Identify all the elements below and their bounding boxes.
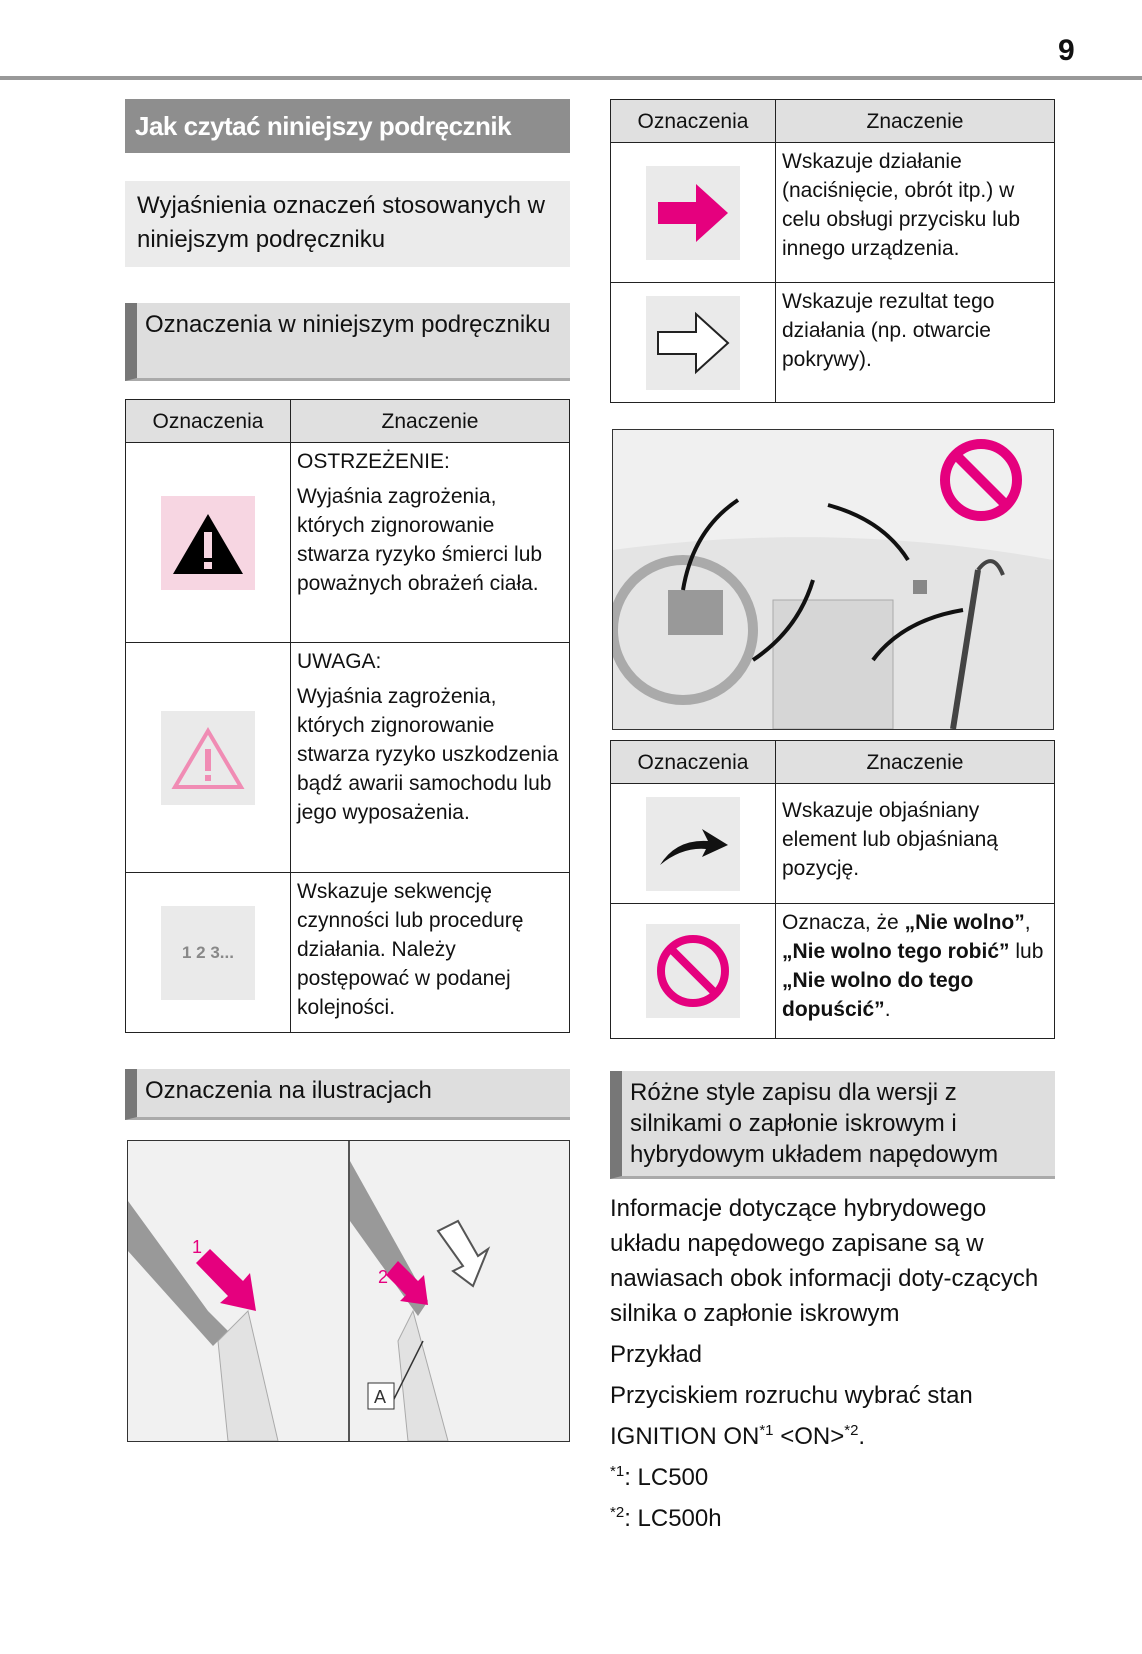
header-meaning: Znaczenie [776, 100, 1055, 143]
section-heading-illustrations: Oznaczenia na ilustracjach [125, 1069, 570, 1120]
caution-text: Wyjaśnia zagrożenia, których zignorowanie stwarza ryzyko uszkodzenia bądź awarii samochodu lub jego wyposażenia. [297, 685, 559, 824]
caution-triangle-icon [161, 711, 255, 805]
variants-body [610, 1191, 1050, 1536]
pointer-arrow-icon [646, 797, 740, 891]
step-1-label: 1 [192, 1237, 203, 1257]
seatbelt-illustration [127, 1140, 570, 1442]
page-title: Jak czytać niniejszy podręcznik [125, 99, 570, 153]
action-arrow-text: Wskazuje działanie (naciśnięcie, obrót itp.) w celu obsługi przycisku lub innego urządzenia. [776, 143, 1055, 283]
page-number: 9 [1058, 34, 1075, 67]
header-symbols: Oznaczenia [611, 100, 776, 143]
sequence-icon: 1 2 3... [161, 906, 255, 1000]
prohibited-icon [646, 924, 740, 1018]
action-arrow-icon [646, 166, 740, 260]
symbols-table [125, 399, 570, 1033]
table-row [126, 873, 570, 1033]
footnote-2: $^{*2}$: LC500h [610, 1504, 722, 1532]
example-label: Przykład [610, 1341, 703, 1368]
table-header [126, 400, 570, 443]
prohibited-text: Oznacza, że „Nie wolno”, „Nie wolno tego robić” lub „Nie wolno do tego dopuścić”. [776, 904, 1055, 1039]
warning-heading: OSTRZEŻENIE: [297, 450, 450, 473]
subtitle: Wyjaśnienia oznaczeń stosowanych w niniejszym podręczniku [125, 181, 570, 267]
section-heading-symbols: Oznaczenia w niniejszym podręczniku [125, 303, 570, 381]
header-symbols: Oznaczenia [126, 400, 291, 443]
header-meaning: Znaczenie [776, 741, 1055, 784]
example-text: Przyciskiem rozruchu wybrać stan IGNITION $ON^{*1} <ON>^{*2}$. [610, 1382, 973, 1450]
warning-triangle-icon [161, 496, 255, 590]
dashboard-illustration [612, 429, 1054, 730]
table-row [611, 784, 1055, 904]
callout-a-label: A [374, 1387, 387, 1407]
header-symbols: Oznaczenia [611, 741, 776, 784]
result-arrow-text: Wskazuje rezultat tego działania (np. otwarcie pokrywy). [776, 283, 1055, 403]
header-rule [0, 76, 1142, 80]
sequence-text: Wskazuje sekwencję czynności lub procedurę działania. Należy postępować w podanej kolejności. [297, 880, 524, 1019]
left-column [125, 99, 570, 1442]
warning-text: Wyjaśnia zagrożenia, których zignorowanie stwarza ryzyko śmierci lub poważnych obrażeń ciała. [297, 485, 543, 595]
table-header [611, 100, 1055, 143]
section-heading-variants: Różne style zapisu dla wersji z silnikami o zapłonie iskrowym i hybrydowym układem napędowym [610, 1071, 1055, 1179]
table-header [611, 741, 1055, 784]
step-2-label: 2 [378, 1267, 389, 1287]
arrows-table [610, 99, 1055, 403]
table-row [611, 143, 1055, 283]
table-row [126, 643, 570, 873]
caution-heading: UWAGA: [297, 650, 382, 673]
pointer-arrow-text: Wskazuje objaśniany element lub objaśnianą pozycję. [776, 784, 1055, 904]
footnote-1: $^{*1}$: LC500 [610, 1463, 709, 1491]
illustration-symbols-table [610, 740, 1055, 1039]
table-row [611, 904, 1055, 1039]
right-column [610, 99, 1055, 1536]
header-meaning: Znaczenie [291, 400, 570, 443]
table-row [611, 283, 1055, 403]
result-arrow-icon [646, 296, 740, 390]
prohibited-icon [945, 444, 1017, 516]
table-row [126, 443, 570, 643]
body-paragraph: Informacje dotyczące hybrydowego układu napędowego zapisane są w nawiasach obok informacji doty-czących silnika o zapłonie iskrowym [610, 1195, 1039, 1327]
